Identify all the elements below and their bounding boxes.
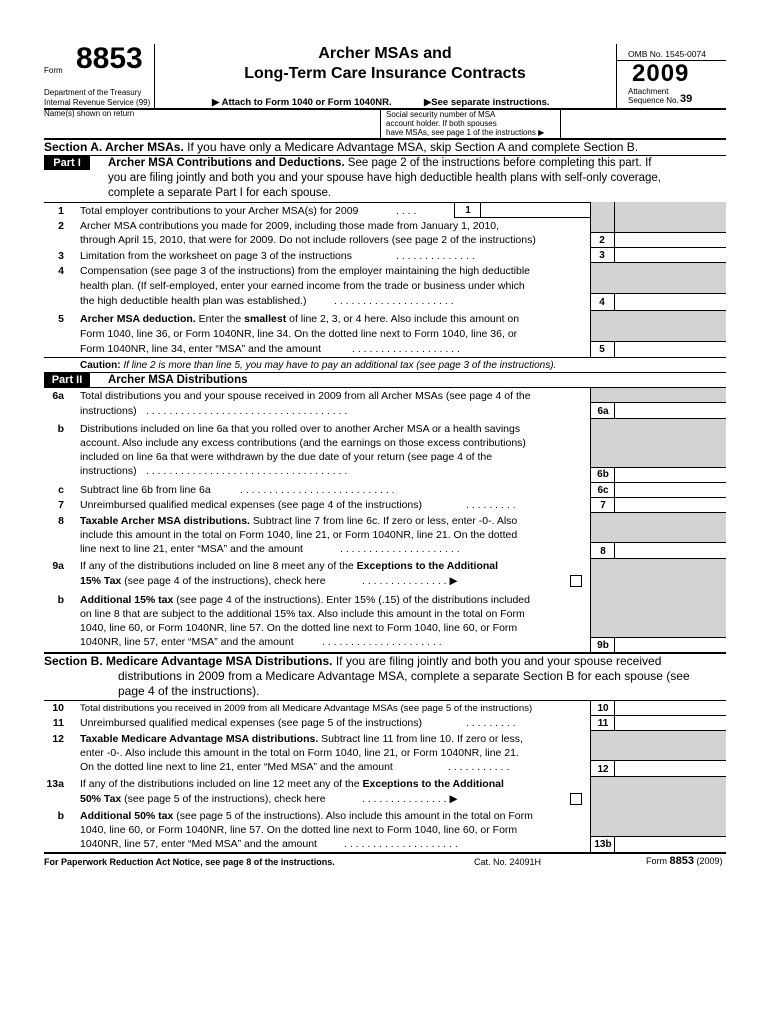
- form-number: 8853: [76, 42, 143, 75]
- footer-form-year: (2009): [696, 856, 723, 866]
- catalog-number: Cat. No. 24091H: [474, 857, 542, 867]
- omb-number: OMB No. 1545-0074: [628, 49, 706, 59]
- line12-text-2: enter -0-. Also include this amount in the total on Form 1040, line 21, or Form 1040NR, line 21.: [80, 747, 519, 759]
- line12-text-3: On the dotted line next to line 21, enter “Med MSA” and the amount: [80, 761, 393, 773]
- ssn-input[interactable]: [562, 110, 724, 136]
- line9a-text-1a: If any of the distributions included on line 8 meet any of the: [80, 560, 357, 572]
- line13b-number: b: [57, 810, 64, 822]
- paperwork-notice: For Paperwork Reduction Act Notice, see page 8 of the instructions.: [44, 857, 335, 867]
- line5-text-1b: Enter the: [195, 313, 245, 325]
- tax-year: 2009: [632, 60, 690, 87]
- line10-number: 10: [52, 702, 64, 714]
- line9b-box-label: 9b: [597, 640, 609, 651]
- line6a-number: 6a: [52, 390, 64, 402]
- caution-label: Caution:: [80, 360, 121, 371]
- line5-number: 5: [58, 313, 64, 325]
- line13b-box-label: 13b: [594, 839, 612, 850]
- line1-amount-input[interactable]: [481, 203, 589, 217]
- line12-amount-input[interactable]: [615, 761, 725, 776]
- line3-number: 3: [58, 250, 64, 262]
- see-instructions: ▶See separate instructions.: [424, 97, 550, 108]
- line6b-box-label: 6b: [597, 469, 609, 480]
- line13a-exceptions: Exceptions to the Additional: [362, 778, 504, 790]
- footer-form-word: Form: [646, 856, 667, 866]
- part2-tag: Part II: [44, 373, 90, 387]
- line2-box-label: 2: [599, 235, 605, 246]
- line6c-box-label: 6c: [597, 485, 609, 496]
- line9a-15pct: 15% Tax: [80, 575, 122, 587]
- line9a-exceptions: Exceptions to the Additional: [356, 560, 499, 572]
- line8-text-1b: Subtract line 7 from line 6c. If zero or less, enter -0-. Also: [249, 515, 518, 527]
- line6c-amount-input[interactable]: [615, 483, 725, 497]
- part2-title: Archer MSA Distributions: [108, 374, 248, 386]
- line13a-text-2b: (see page 5 of the instructions), check here: [121, 793, 326, 805]
- line5-text-1d: of line 2, 3, or 4 here. Also include this amount on: [286, 313, 520, 325]
- line9a-text-2b: (see page 4 of the instructions), check here: [121, 575, 326, 587]
- line2-text-1: Archer MSA contributions you made for 2009, including those made from January 1, 2010,: [80, 220, 500, 232]
- footer-form-number: 8853: [669, 855, 694, 867]
- line11-number: 11: [52, 717, 64, 729]
- part1-tag: Part I: [44, 156, 90, 170]
- part1-title: Archer MSA Contributions and Deductions.: [108, 157, 345, 169]
- line10-amount-input[interactable]: [615, 701, 725, 715]
- form-title-line1: Archer MSAs and: [318, 45, 452, 62]
- part1-desc-line2: you are filing jointly and both you and your spouse have high deductible health plans with self-only coverage,: [108, 172, 661, 184]
- line13a-50pct: 50% Tax: [80, 793, 122, 805]
- line4-text-2: health plan. (If self-employed, enter your earned income from the trade or business under which: [80, 280, 525, 292]
- line6a-text-2: instructions): [80, 405, 137, 417]
- line6a-box-label: 6a: [597, 406, 609, 417]
- line8-label: Taxable Archer MSA distributions.: [80, 515, 250, 527]
- line2-number: 2: [58, 220, 64, 232]
- part1-title-rest: See page 2 of the instructions before completing this part. If: [344, 157, 652, 169]
- line6b-text-4: instructions): [80, 465, 137, 477]
- line5-smallest: smallest: [244, 313, 287, 325]
- line4-box-label: 4: [599, 297, 605, 308]
- line5-text-3: Form 1040NR, line 34, enter “MSA” and the amount: [80, 343, 322, 355]
- line11-text: Unreimbursed qualified medical expenses (see page 5 of the instructions): [80, 717, 423, 729]
- dept-line2: Internal Revenue Service (99): [44, 98, 151, 107]
- line9b-text-1b: (see page 4 of the instructions). Enter 15% (.15) of the distributions included: [173, 594, 530, 606]
- line5-box-label: 5: [599, 344, 605, 355]
- line8-text-3: line next to line 21, enter “MSA” and the amount: [80, 543, 303, 555]
- section-b-heading-rest: If you are filing jointly and both you and your spouse received: [332, 654, 662, 668]
- line1-text: Total employer contributions to your Archer MSA(s) for 2009: [80, 205, 359, 217]
- names-label: Name(s) shown on return: [44, 109, 135, 118]
- line5-amount-input[interactable]: [615, 342, 725, 357]
- line8-box-label: 8: [600, 546, 606, 557]
- section-b-line3: page 4 of the instructions).: [118, 684, 260, 698]
- line13b-text-3: 1040NR, line 57, enter “Med MSA” and the amount: [80, 838, 317, 850]
- line9b-text-4: 1040NR, line 57, enter “MSA” and the amount: [80, 636, 294, 648]
- line1-number: 1: [58, 205, 64, 217]
- section-a-heading: Section A. Archer MSAs.: [44, 140, 184, 154]
- line11-box-label: 11: [597, 718, 609, 729]
- line3-amount-input[interactable]: [615, 248, 725, 262]
- line6b-text-1: Distributions included on line 6a that you rolled over to another Archer MSA or a health savings: [80, 423, 521, 435]
- line13a-checkbox[interactable]: [570, 793, 582, 805]
- name-input-area[interactable]: [44, 112, 378, 138]
- sequence-label: Sequence No.: [628, 96, 679, 105]
- line10-box-label: 10: [597, 703, 609, 714]
- line7-text: Unreimbursed qualified medical expenses (see page 4 of the instructions): [80, 499, 423, 511]
- line4-text-3: the high deductible health plan was established.): [80, 295, 307, 307]
- line7-box-label: 7: [600, 500, 606, 511]
- part1-desc-line3: complete a separate Part I for each spouse.: [108, 187, 332, 199]
- attachment-label: Attachment: [628, 87, 669, 96]
- line12-text-1b: Subtract line 11 from line 10. If zero or less,: [318, 733, 523, 745]
- line7-amount-input[interactable]: [615, 498, 725, 512]
- line10-text: Total distributions you received in 2009 from all Medicare Advantage MSAs (see page 5 of the instructions): [80, 703, 533, 714]
- ssn-label-line2: account holder. If both spouses: [386, 119, 497, 128]
- section-a-heading-rest: If you have only a Medicare Advantage MSA, skip Section A and complete Section B.: [183, 140, 639, 154]
- line13a-text-1a: If any of the distributions included on line 12 meet any of the: [80, 778, 363, 790]
- ssn-label-line3: have MSAs, see page 1 of the instructions ▶: [386, 128, 545, 137]
- caution-text: If line 2 is more than line 5, you may have to pay an additional tax (see page 3 of the instructions).: [120, 360, 557, 371]
- section-b-line2: distributions in 2009 from a Medicare Advantage MSA, complete a separate Section B for each spouse (see: [118, 669, 690, 683]
- line9b-label: Additional 15% tax: [80, 594, 174, 606]
- line3-text: Limitation from the worksheet on page 3 of the instructions: [80, 250, 352, 262]
- line4-text-1: Compensation (see page 3 of the instructions) from the employer maintaining the high deductible: [80, 265, 531, 277]
- line12-number: 12: [52, 733, 64, 745]
- line6b-number: b: [57, 423, 64, 435]
- form-title-line2: Long-Term Care Insurance Contracts: [244, 65, 526, 82]
- line2-text-2: through April 15, 2010, that were for 2009. Do not include rollovers (see page 2 of the instructions): [80, 234, 536, 246]
- line13a-number: 13a: [46, 778, 64, 790]
- line13b-text-1b: (see page 5 of the instructions). Also include this amount in the total on Form: [173, 810, 533, 822]
- line4-amount-input[interactable]: [615, 294, 725, 310]
- line6a-amount-input[interactable]: [615, 403, 725, 418]
- line7-number: 7: [58, 499, 64, 511]
- line9b-text-2: on line 8 that are subject to the additional 15% tax. Also include this amount in the total on Form: [80, 608, 525, 620]
- line12-label: Taxable Medicare Advantage MSA distributions.: [80, 733, 319, 745]
- sequence-number: 39: [680, 93, 693, 105]
- section-b-heading: Section B. Medicare Advantage MSA Distributions.: [44, 654, 333, 668]
- line13b-label: Additional 50% tax: [80, 810, 174, 822]
- line9a-number: 9a: [52, 560, 64, 572]
- line9b-amount-input[interactable]: [615, 638, 725, 652]
- line5-label: Archer MSA deduction.: [80, 313, 196, 325]
- line9b-text-3: 1040, line 60, or Form 1040NR, line 57. On the dotted line next to Form 1040, line 60, or Form: [80, 622, 518, 634]
- line4-number: 4: [58, 265, 64, 277]
- line2-amount-input[interactable]: [615, 233, 725, 247]
- line8-number: 8: [58, 515, 64, 527]
- line3-box-label: 3: [599, 250, 605, 261]
- line6b-amount-input[interactable]: [615, 468, 725, 482]
- line1-box-label: 1: [465, 205, 471, 216]
- line11-amount-input[interactable]: [615, 716, 725, 730]
- line12-box-label: 12: [597, 764, 609, 775]
- ssn-label-line1: Social security number of MSA: [386, 110, 496, 119]
- line5-text-2: Form 1040, line 36, or Form 1040NR, line 34. On the dotted line next to Form 1040, line 36, or: [80, 328, 518, 340]
- line6b-text-3: included on line 6a that were withdrawn by the due date of your return (see page 4 of the: [80, 451, 493, 463]
- line9b-number: b: [57, 594, 64, 606]
- line8-amount-input[interactable]: [615, 543, 725, 558]
- line13b-amount-input[interactable]: [615, 837, 725, 851]
- line13b-text-2: 1040, line 60, or Form 1040NR, line 57. On the dotted line next to Form 1040, line 60, or Form: [80, 824, 518, 836]
- form-word: Form: [44, 66, 63, 75]
- line9a-checkbox[interactable]: [570, 575, 582, 587]
- line6c-number: c: [58, 484, 64, 496]
- line6a-text-1: Total distributions you and your spouse received in 2009 from all Archer MSAs (see page 4 of the: [80, 390, 531, 402]
- line6b-text-2: account. Also include any excess contributions (and the earnings on those excess contributions): [80, 437, 526, 449]
- line8-text-2: include this amount in the total on Form 1040, line 21, or Form 1040NR, line 21. On the dotted: [80, 529, 518, 541]
- attach-instruction: ▶ Attach to Form 1040 or Form 1040NR.: [212, 97, 392, 108]
- line6c-text: Subtract line 6b from line 6a: [80, 484, 211, 496]
- dept-line1: Department of the Treasury: [44, 88, 142, 97]
